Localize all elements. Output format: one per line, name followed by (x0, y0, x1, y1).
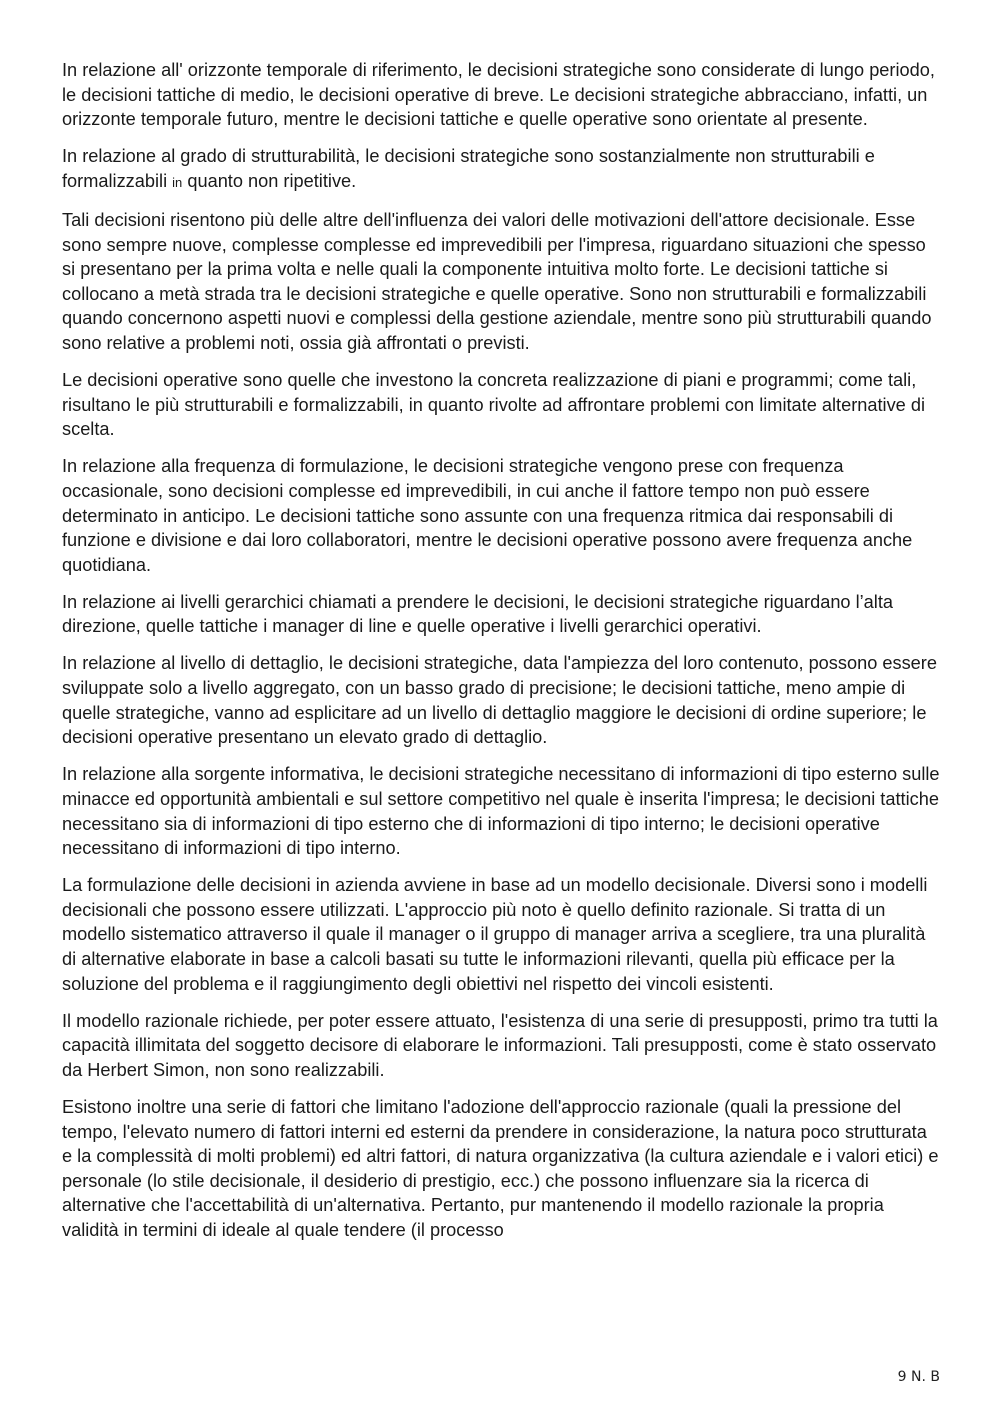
paragraph-frequency: In relazione alla frequenza di formulazione, le decisioni strategiche vengono prese con frequenza occasionale, sono decisioni complesse ed imprevedibili, in cui anche il fattore tempo non può essere determinato in anticipo. Le decisioni tattiche sono assunte con una frequenza ritmica dai responsabili di funzione e divisione e dai loro collaboratori, mentre le decisioni operative possono avere frequenza anche quotidiana. (62, 456, 913, 575)
paragraph-rational-model: Il modello razionale richiede, per poter essere attuato, l'esistenza di una serie di presupposti, primo tra tutti la capacità illimitata del soggetto decisore di elaborare le informazioni. Tali presupposti, come è stato osservato da Herbert Simon, non sono realizzabili. (62, 1010, 938, 1080)
body-text (62, 58, 940, 1255)
paragraph-structurability-small-word: in (172, 174, 183, 190)
paragraph-information-source: In relazione alla sorgente informativa, le decisioni strategiche necessitano di informazioni di tipo esterno sulle minacce ed opportunità ambientali e sul settore competitivo nel quale è inserita l'impresa; le decisioni tattiche necessitano sia di informazioni di tipo esterno che di informazioni di tipo interno; le decisioni operative necessitano di informazioni di tipo interno. (62, 764, 940, 859)
paragraph-detail-level: In relazione al livello di dettaglio, le decisioni strategiche, data l'ampiezza del loro contenuto, possono essere sviluppate solo a livello aggregato, con un basso grado di precisione; le decisioni tattiche, meno ampie di quelle strategiche, vanno ad esplicitare ad un livello di dettaglio maggiore le decisioni di ordine superiore; le decisioni operative presentano un elevato grado di dettaglio. (62, 653, 937, 748)
paragraph-decision-values: Tali decisioni risentono più delle altre dell'influenza dei valori delle motivazioni dell'attore decisionale. Esse sono sempre nuove, complesse complesse ed imprevedibili per l'impresa, riguardano situazioni che spesso si presentano per la prima volta e nelle quali la componente intuitiva molto forte. Le decisioni tattiche si collocano a metà strada tra le decisioni strategiche e quelle operative. Sono non strutturabili e formalizzabili quando concernono aspetti nuovi e complessi della gestione aziendale, mentre sono più strutturabili quando sono relative a problemi noti, ossia già affrontati o previsti. (62, 209, 932, 353)
page-number: 9 N. B (897, 1369, 940, 1385)
paragraph-time-horizon: In relazione all' orizzonte temporale di riferimento, le decisioni strategiche sono considerate di lungo periodo, le decisioni tattiche di medio, le decisioni operative di breve. Le decisioni strategiche abbracciano, infatti, un orizzonte temporale futuro, mentre le decisioni tattiche e quelle operative sono orientate al presente. (62, 60, 935, 130)
paragraph-limiting-factors: Esistono inoltre una serie di fattori che limitano l'adozione dell'approccio razionale (quali la pressione del tempo, l'elevato numero di fattori interni ed esterni da prendere in considerazione, la natura poco strutturata e la complessità di molti problemi) ed altri fattori, di natura organizzativa (la cultura aziendale e i valori etici) e personale (lo stile decisionale, il desiderio di prestigio, ecc.) che possono influenzare sia la ricerca di alternative che l'accettabilità di un'alternativa. Pertanto, pur mantenendo il modello razionale la propria validità in termini di ideale al quale tendere (il processo (62, 1096, 939, 1240)
paragraph-operative-decisions: Le decisioni operative sono quelle che investono la concreta realizzazione di piani e programmi; come tali, risultano le più strutturabili e formalizzabili, in quanto rivolte ad affrontare problemi con limitate alternative di scelta. (62, 370, 925, 440)
paragraph-decision-model: La formulazione delle decisioni in azienda avviene in base ad un modello decisionale. Diversi sono i modelli decisionali che possono essere utilizzati. L'approccio più noto è quello definito razionale. Si tratta di un modello sistematico attraverso il quale il manager o il gruppo di manager arriva a scegliere, tra una pluralità di alternative elaborate in base a calcoli basati su tutte le informazioni rilevanti, quella più efficace per la soluzione del problema e il raggiungimento degli obiettivi nel rispetto dei vincoli esistenti. (62, 875, 928, 994)
paragraph-structurability-text-a: In relazione al grado di strutturabilità, le decisioni strategiche sono sostanzialmente non strutturabili e formalizzabili (62, 146, 875, 191)
paragraph-hierarchy: In relazione ai livelli gerarchici chiamati a prendere le decisioni, le decisioni strategiche riguardano l’alta direzione, quelle tattiche i manager di line e quelle operative i livelli gerarchici operativi. (62, 591, 894, 637)
paragraph-structurability (62, 144, 940, 195)
paragraph-structurability-text-b: quanto non ripetitive. (182, 170, 357, 191)
